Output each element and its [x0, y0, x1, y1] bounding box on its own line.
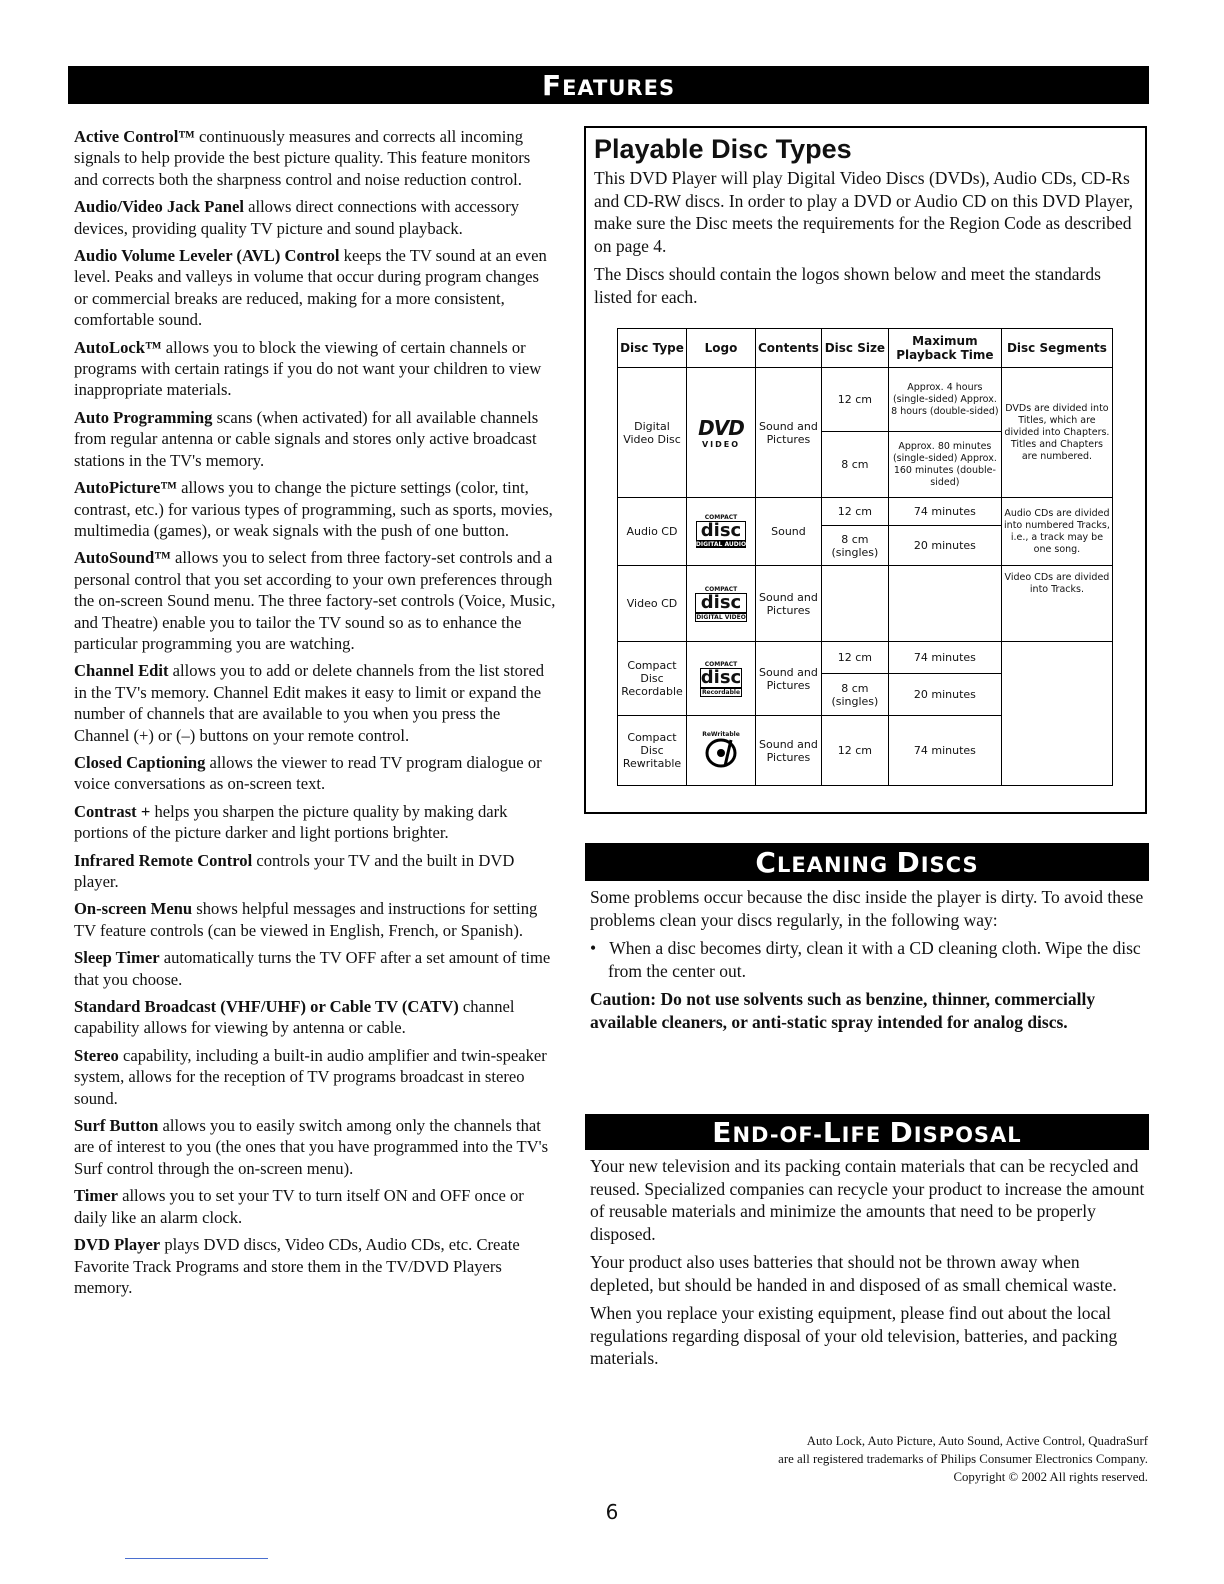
feature-term: Auto Programming [74, 407, 213, 427]
feature-term: Infrared Remote Control [74, 850, 253, 870]
feature-description: scans (when activated) for all available channels from regular antenna or cable signals and stores only active broadcast stations in the TV's memory. [74, 407, 539, 470]
features-list [74, 126, 556, 1304]
cdrw-type: Compact Disc Rewritable [618, 716, 687, 786]
feature-item [74, 1234, 556, 1298]
col-disc-segments: Disc Segments [1001, 329, 1112, 368]
feature-item [74, 947, 556, 990]
acd-logo-top: COMPACT [704, 514, 738, 521]
cdr-time-12: 74 minutes [888, 642, 1001, 674]
feature-item [74, 477, 556, 541]
cdr-size-8: 8 cm (singles) [821, 674, 888, 716]
banner-rest: LEANING [776, 853, 897, 877]
playable-logos-note: The Discs should contain the logos shown below and meet the standards listed for each. [594, 264, 1101, 307]
feature-item [74, 1045, 556, 1109]
cdr-logo-top: COMPACT [704, 660, 738, 668]
feature-term: AutoSound™ [74, 548, 171, 568]
dvd-logo-text: DVD [698, 415, 744, 440]
feature-item [74, 752, 556, 795]
acd-time-12: 74 minutes [888, 498, 1001, 526]
page-number: 6 [605, 1500, 619, 1524]
disposal-p3: When you replace your existing equipment, please find out about the local regulations regarding disposal of your old television, batteries, and packing materials. [590, 1303, 1118, 1368]
banner-initial: L [822, 1116, 842, 1149]
feature-item [74, 245, 556, 331]
feature-description: helps you sharpen the picture quality by making dark portions of the picture darker and light portions brighter. [74, 801, 508, 843]
feature-item [74, 850, 556, 893]
trademark-footnote [778, 1432, 1148, 1486]
cleaning-bullet: • When a disc becomes dirty, clean it with a CD cleaning cloth. Wipe the disc from the center out. [590, 938, 1141, 981]
feature-term: On-screen Menu [74, 899, 193, 919]
dvd-time-8: Approx. 80 minutes (single-sided) Approx. 160 minutes (double-sided) [888, 432, 1001, 498]
disposal-p2: Your product also uses batteries that should not be thrown away when depleted, but should be handed in and disposed of as small chemical waste. [590, 1252, 1117, 1295]
feature-description: allows you to set your TV to turn itself ON and OFF once or daily like an alarm clock. [74, 1186, 524, 1227]
cdr-time-8: 20 minutes [888, 674, 1001, 716]
table-row [618, 498, 1113, 526]
cleaning-caution: Caution: Do not use solvents such as benzine, thinner, commercially available cleaners, or anti-static spray intended for analog discs. [590, 989, 1096, 1032]
footnote-line: are all registered trademarks of Philips Consumer Electronics Company. [778, 1452, 1148, 1466]
feature-term: AutoPicture™ [74, 478, 177, 498]
feature-description: shows helpful messages and instructions for setting TV feature controls (can be viewed in English, French, or Spanish). [74, 899, 538, 940]
feature-description: capability, including a built-in audio amplifier and twin-speaker system, allows for the reception of TV programs broadcast in stereo sound. [74, 1045, 547, 1108]
feature-description: keeps the TV sound at an even level. Peaks and valleys in volume that occur during program changes or commercial breaks are reduced, making for a more consistent, comfortable sound. [74, 246, 547, 330]
feature-item [74, 337, 556, 401]
compact-disc-rewritable-logo-icon [702, 731, 740, 771]
feature-term: Channel Edit [74, 661, 169, 681]
end-of-life-disposal-banner [585, 1114, 1149, 1150]
feature-description: plays DVD discs, Video CDs, Audio CDs, etc. Create Favorite Track Programs and store them in the TV/DVD Players memory. [74, 1235, 520, 1297]
vcd-logo-top: COMPACT [704, 585, 738, 593]
feature-item [74, 801, 556, 844]
acd-logo-sub: DIGITAL AUDIO [695, 541, 747, 548]
banner-rest: EATURES [562, 76, 676, 100]
vcd-segments: Video CDs are divided into Tracks. [1001, 566, 1112, 642]
dvd-contents: Sound and Pictures [756, 368, 822, 498]
feature-term: Audio/Video Jack Panel [74, 197, 244, 217]
footnote-line: Auto Lock, Auto Picture, Auto Sound, Active Control, QuadraSurf [806, 1434, 1148, 1448]
acd-logo [687, 498, 756, 566]
feature-item [74, 126, 556, 190]
acd-segments: Audio CDs are divided into numbered Tracks, i.e., a track may be one song. [1001, 498, 1112, 566]
feature-description: allows direct connections with accessory devices, providing quality TV picture and sound playback. [74, 197, 520, 238]
cdr-size-12: 12 cm [821, 642, 888, 674]
feature-term: Sleep Timer [74, 948, 160, 968]
col-playback-time: Maximum Playback Time [888, 329, 1001, 368]
disposal-section [590, 1155, 1146, 1376]
feature-description: allows you to add or delete channels from the list stored in the TV's memory. Channel Edit makes it easy to limit or expand the number of channels that are available to you when you press the Channel (+) or (–) buttons on your remote control. [74, 661, 545, 745]
vcd-time [888, 566, 1001, 642]
table-row [618, 642, 1113, 674]
feature-description: allows you to change the picture settings (color, tint, contrast, etc.) for various types of programming, such as sports, movies, multimedia (games), or weak signals with the push of one button. [74, 478, 553, 540]
cdr-logo-main: disc [700, 666, 742, 688]
vcd-logo-main: disc [695, 593, 747, 613]
col-logo: Logo [687, 329, 756, 368]
dvd-segments: DVDs are divided into Titles, which are divided into Chapters. Titles and Chapters are numbered. [1001, 368, 1112, 498]
banner-rest: IFE [841, 1123, 890, 1147]
feature-item [74, 1185, 556, 1228]
feature-item [74, 1115, 556, 1179]
col-disc-size: Disc Size [821, 329, 888, 368]
banner-rest: ISCS [920, 853, 979, 877]
feature-description: allows you to easily switch among only the channels that are of interest to you (the ones that you have programmed into the TV's Surf control through the on-screen menu). [74, 1116, 549, 1178]
cdr-type: Compact Disc Recordable [618, 642, 687, 716]
banner-initial: C [755, 846, 777, 879]
table-row [618, 566, 1113, 642]
col-contents: Contents [756, 329, 822, 368]
cdrw-time: 74 minutes [888, 716, 1001, 786]
feature-description: continuously measures and corrects all incoming signals to help provide the best picture quality. This feature monitors and corrects both the sharpness control and noise reduction control. [74, 127, 531, 189]
cdr-contents: Sound and Pictures [756, 642, 822, 716]
dvd-logo [687, 368, 756, 498]
vcd-type: Video CD [618, 566, 687, 642]
cdrw-contents: Sound and Pictures [756, 716, 822, 786]
feature-term: Active Control™ [74, 127, 195, 146]
cdr-logo [687, 642, 756, 716]
feature-description: allows the viewer to read TV program dialogue or voice conversations as on-screen text. [74, 752, 542, 794]
cleaning-intro: Some problems occur because the disc inside the player is dirty. To avoid these problems clean your discs regularly, in the following way: [590, 887, 1144, 930]
feature-item [74, 898, 556, 941]
feature-term: Standard Broadcast (VHF/UHF) or Cable TV (CATV) [74, 997, 459, 1017]
cdrw-size: 12 cm [821, 716, 888, 786]
dvd-time-12: Approx. 4 hours (single-sided) Approx. 8 hours (double-sided) [888, 368, 1001, 432]
acd-type: Audio CD [618, 498, 687, 566]
feature-item [74, 660, 556, 746]
disposal-p1: Your new television and its packing contain materials that can be recycled and reused. Specialized companies can recycle your product to increase the amount of reusable materials and minimize the amounts that need to be properly disposed. [590, 1156, 1145, 1244]
link-underline [125, 1558, 268, 1559]
dvd-size-8: 8 cm [821, 432, 888, 498]
table-header-row [618, 329, 1113, 368]
banner-initial: D [889, 1116, 914, 1149]
banner-rest: ISPOSAL [913, 1123, 1022, 1147]
vcd-logo [687, 566, 756, 642]
cdrw-logo [687, 716, 756, 786]
feature-description: allows you to block the viewing of certain channels or programs with certain ratings if you do not want your children to view inappropriate materials. [74, 337, 542, 400]
feature-term: Stereo [74, 1045, 119, 1065]
cleaning-discs-banner [585, 843, 1149, 881]
banner-initial: F [541, 69, 563, 102]
vcd-size [821, 566, 888, 642]
table-row [618, 368, 1113, 432]
playable-disc-types-box [584, 126, 1147, 814]
features-banner [68, 66, 1149, 104]
cdrw-logo-top: ReWritable [702, 730, 740, 738]
feature-description: channel capability allows for viewing by antenna or cable. [74, 997, 515, 1038]
compact-disc-video-logo-icon [695, 586, 747, 622]
dvd-type: Digital Video Disc [618, 368, 687, 498]
banner-initial: D [896, 846, 921, 879]
feature-item [74, 996, 556, 1039]
compact-disc-logo-icon [696, 514, 746, 548]
acd-size-8: 8 cm (singles) [821, 526, 888, 566]
feature-term: Contrast + [74, 801, 151, 821]
playable-intro: This DVD Player will play Digital Video Discs (DVDs), Audio CDs, CD-Rs and CD-RW discs. In order to play a DVD or Audio CD on this DVD Player, make sure the Disc meets the requirements for the Region Code as described on page 4. [594, 168, 1133, 256]
feature-item [74, 196, 556, 239]
disc-types-table [617, 328, 1113, 786]
dvd-logo-sub: VIDEO [701, 439, 741, 449]
feature-term: Timer [74, 1186, 118, 1206]
feature-description: automatically turns the TV OFF after a set amount of time that you choose. [74, 948, 551, 989]
feature-description: controls your TV and the built in DVD player. [74, 850, 515, 891]
banner-initial: E [712, 1116, 733, 1149]
feature-term: Surf Button [74, 1116, 159, 1136]
cleaning-section [590, 886, 1146, 1039]
feature-item [74, 407, 556, 471]
dvd-size-12: 12 cm [821, 368, 888, 432]
feature-term: AutoLock™ [74, 337, 162, 357]
acd-logo-main: disc [696, 521, 746, 541]
rewritable-disc-icon [703, 738, 739, 768]
acd-time-8: 20 minutes [888, 526, 1001, 566]
feature-term: DVD Player [74, 1235, 161, 1255]
cdr-segments [1001, 642, 1112, 786]
cdr-logo-sub: Recordable [700, 688, 742, 697]
vcd-contents: Sound and Pictures [756, 566, 822, 642]
acd-contents: Sound [756, 498, 822, 566]
feature-term: Audio Volume Leveler (AVL) Control [74, 246, 340, 266]
playable-title: Playable Disc Types [594, 134, 852, 164]
compact-disc-recordable-logo-icon [700, 661, 742, 697]
acd-size-12: 12 cm [821, 498, 888, 526]
banner-rest: ND-OF- [732, 1123, 823, 1147]
cleaning-bullet-text: When a disc becomes dirty, clean it with a CD cleaning cloth. Wipe the disc from the center out. [608, 938, 1141, 981]
footnote-line: Copyright © 2002 All rights reserved. [953, 1470, 1148, 1484]
vcd-logo-sub: DIGITAL VIDEO [696, 613, 746, 621]
feature-term: Closed Captioning [74, 752, 206, 772]
dvd-logo-icon [698, 416, 744, 449]
feature-item [74, 547, 556, 654]
col-disc-type: Disc Type [618, 329, 687, 368]
feature-description: allows you to select from three factory-set controls and a personal control that you set according to your own preferences through the on-screen Sound menu. The three factory-set controls (Voice, Music, and Theatre) enable you to tailor the TV sound so as to enhance the particular programming you are watching. [74, 548, 556, 653]
